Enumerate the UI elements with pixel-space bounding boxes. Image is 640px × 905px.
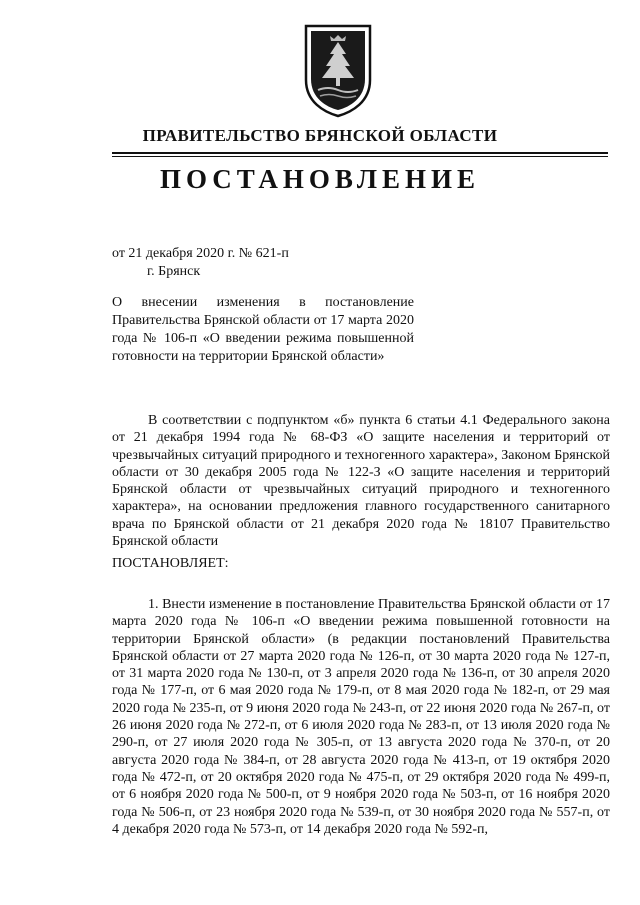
coat-of-arms-icon	[300, 22, 376, 118]
document-city: г. Брянск	[147, 264, 201, 279]
preamble-paragraph: В соответствии с подпунктом «б» пункта 6 статьи 4.1 Федерального закона от 21 декабря 1994 года № 68-ФЗ «О защите населения и территорий от чрезвычайных ситуаций природного и техногенного характера», Законом Брянской области от 30 декабря 2005 года № 122-З «О защите населения и территорий Брянской области от чрезвычайных ситуаций природного и техногенного характера», на основании предложения главного государственного санитарного врача по Брянской области от 21 декабря 2020 года № 18107 Правительство Брянской области	[112, 413, 610, 550]
document-subject: О внесении изменения в постановление Правительства Брянской области от 17 марта 2020 года № 106-п «О введении режима повышенной готовности на территории Брянской области»	[112, 295, 414, 364]
document-date-number: от 21 декабря 2020 г. № 621-п	[112, 246, 289, 261]
decree-word: ПОСТАНОВЛЯЕТ:	[112, 556, 229, 571]
document-title: ПОСТАНОВЛЕНИЕ	[159, 164, 481, 194]
header-divider-thick	[112, 152, 608, 154]
item-1-paragraph: 1. Внести изменение в постановление Правительства Брянской области от 17 марта 2020 года № 106-п «О введении режима повышенной готовности на территории Брянской области» (в редакции постановлений Правительства Брянской области от 27 марта 2020 года № 126-п, от 30 марта 2020 года № 127-п, от 31 марта 2020 года № 130-п, от 3 апреля 2020 года № 136-п, от 30 апреля 2020 года № 177-п, от 6 мая 2020 года № 179-п, от 8 мая 2020 года № 182-п, от 29 мая 2020 года № 235-п, от 9 июня 2020 года № 243-п, от 22 июня 2020 года № 267-п, от 26 июня 2020 года № 272-п, от 6 июля 2020 года № 283-п, от 13 июля 2020 года № 290-п, от 27 июля 2020 года № 305-п, от 13 августа 2020 года № 370-п, от 20 августа 2020 года № 384-п, от 28 августа 2020 года № 413-п, от 19 октября 2020 года № 472-п, от 20 октября 2020 года № 475-п, от 29 октября 2020 года № 499-п, от 6 ноября 2020 года № 500-п, от 9 ноября 2020 года № 503-п, от 16 ноября 2020 года № 506-п, от 23 ноября 2020 года № 539-п, от 30 ноября 2020 года № 557-п, от 4 декабря 2020 года № 573-п, от 14 декабря 2020 года № 592-п,	[112, 597, 610, 837]
organization-name: ПРАВИТЕЛЬСТВО БРЯНСКОЙ ОБЛАСТИ	[142, 126, 498, 145]
header-divider-thin	[112, 156, 608, 157]
